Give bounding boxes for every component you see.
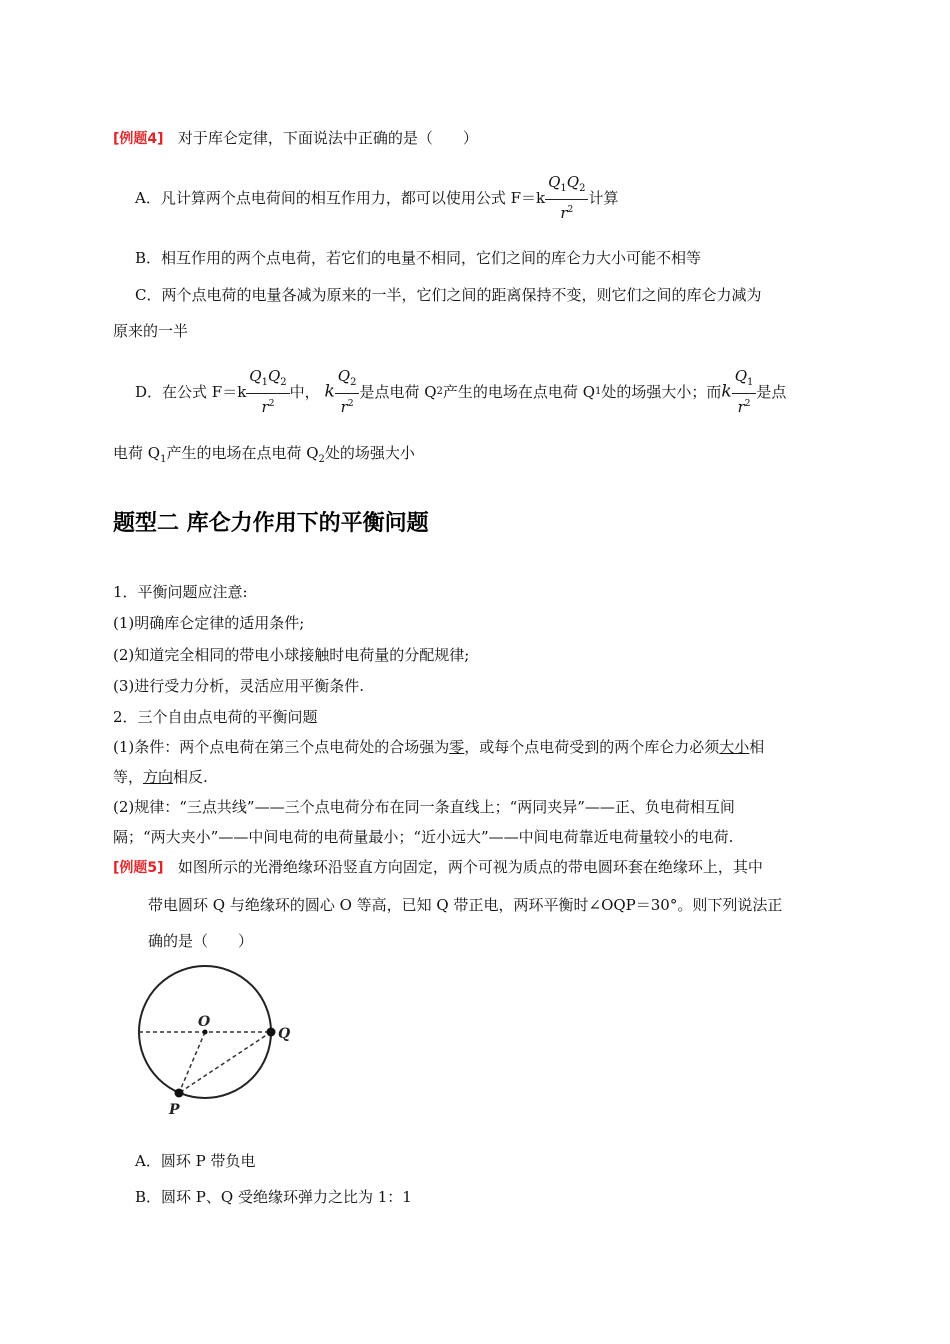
point-1-title: 1．平衡问题应注意: — [113, 583, 248, 601]
coulomb-formula-fraction: $\frac{Q_1Q_2}{r^2}$ — [545, 172, 588, 223]
ring-p-dot — [175, 1089, 184, 1098]
formula-fraction-d3: $\frac{Q_1}{r^2}$ — [732, 366, 757, 417]
example4-tag: [例题4] — [113, 131, 164, 147]
center-o-dot — [203, 1030, 208, 1035]
example4-option-c-line2: 原来的一半 — [113, 322, 189, 340]
rule-line1: (2)规律：“三点共线”——三个点电荷分布在同一条直线上；“两同夹异”——正、负电荷相互间 — [113, 798, 735, 816]
label-q: Q — [278, 1026, 291, 1042]
line-qp — [179, 1032, 271, 1093]
condition-line2: 等，方向相反. — [113, 768, 208, 786]
point-1-item-2: (2)知道完全相同的带电小球接触时电荷量的分配规律; — [113, 646, 470, 664]
option-a-suffix: 计算 — [588, 189, 619, 207]
label-p: P — [169, 1102, 180, 1118]
example5-option-b: B．圆环 P、Q 受绝缘环弹力之比为 1：1 — [135, 1188, 412, 1206]
example4-option-d-line2: 电荷 $Q_1$产生的电场在点电荷 $Q_2$处的场强大小 — [113, 444, 415, 465]
option-a-text: A．凡计算两个点电荷间的相互作用力，都可以使用公式 F＝k — [135, 189, 546, 207]
underlined-direction: 方向 — [143, 768, 174, 786]
example4-stem — [113, 127, 478, 150]
example5-tag: [例题5] — [113, 860, 164, 876]
example5-line2: 带电圆环 Q 与绝缘环的圆心 O 等高，已知 Q 带正电，两环平衡时∠OQP＝30°。则下列说法正 — [148, 896, 783, 914]
formula-fraction-d1: $\frac{Q_1Q_2}{r^2}$ — [246, 366, 289, 417]
section-title: 题型二 库仑力作用下的平衡问题 — [113, 511, 429, 536]
example4-option-c-line1: C．两个点电荷的电量各减为原来的一半，它们之间的距离保持不变，则它们之间的库仑力减为 — [135, 286, 762, 304]
example4-option-b: B．相互作用的两个点电荷，若它们的电量不相同，它们之间的库仑力大小可能不相等 — [135, 249, 702, 267]
underlined-magnitude: 大小 — [719, 738, 750, 756]
example4-option-a — [135, 172, 619, 223]
point-1-item-1: (1)明确库仑定律的适用条件; — [113, 614, 305, 632]
underlined-zero: 零 — [449, 738, 465, 756]
point-1-item-3: (3)进行受力分析，灵活应用平衡条件. — [113, 677, 365, 695]
condition-line1: (1)条件：两个点电荷在第三个点电荷处的合场强为零，或每个点电荷受到的两个库仑力必须大小相 — [113, 738, 765, 756]
example4-question: 对于库仑定律，下面说法中正确的是（ ） — [177, 129, 478, 147]
example5-line1: [例题5] 如图所示的光滑绝缘环沿竖直方向固定，两个可视为质点的带电圆环套在绝缘环上，其中 — [113, 858, 763, 876]
example4-option-d: D．在公式 F＝k $\frac{Q_1Q_2}{r^2}$ 中， k $\frac{Q_2}{r^2}$ 是点电荷 Q2产生的电场在点电荷 Q1处的场强大小；而k $\frac{Q_1}{r^2}$ 是点 — [135, 367, 787, 416]
example5-line3: 确的是（ ） — [148, 932, 254, 950]
formula-fraction-d2: $\frac{Q_2}{r^2}$ — [335, 366, 360, 417]
label-o: O — [198, 1014, 211, 1030]
example5-option-a: A．圆环 P 带负电 — [135, 1152, 256, 1170]
point-2-title: 2．三个自由点电荷的平衡问题 — [113, 708, 318, 726]
ring-q-dot — [267, 1028, 276, 1037]
rule-line2: 隔；“两大夹小”——中间电荷的电荷量最小；“近小远大”——中间电荷靠近电荷量较小的电荷. — [113, 828, 734, 846]
ring-diagram — [130, 960, 300, 1120]
